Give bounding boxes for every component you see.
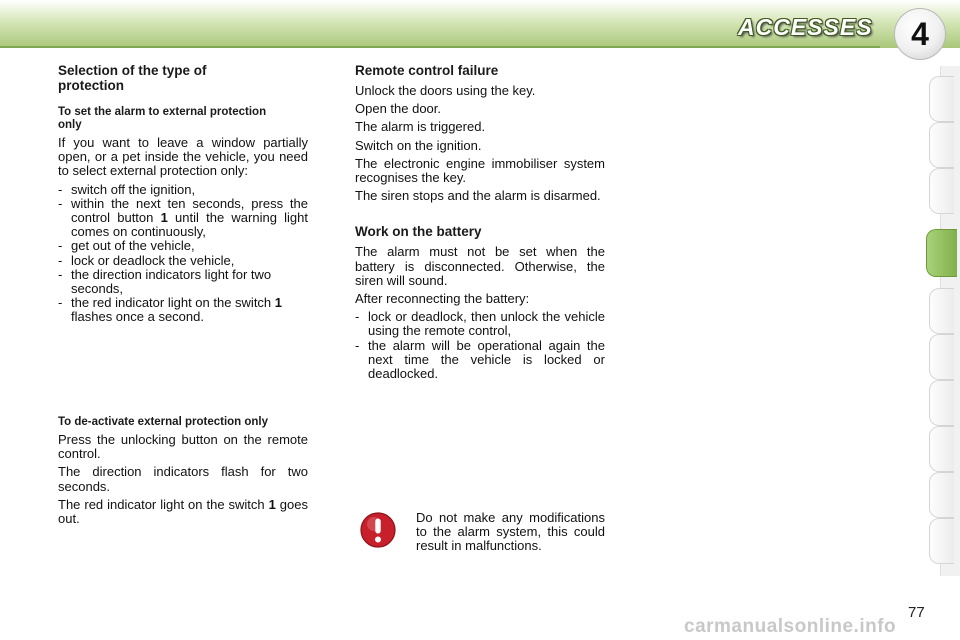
warning-text: Do not make any modifications to the alarm system, this could result in malfunctions. (416, 510, 605, 554)
switch-number: 1 (274, 295, 283, 311)
step-text-end: until the warning light comes on continuously, (71, 210, 309, 240)
battery-steps (355, 310, 605, 381)
chapter-tab[interactable] (929, 76, 954, 122)
chapter-tab[interactable] (929, 122, 954, 168)
text: The red indicator light on the switch (58, 496, 269, 512)
line: The electronic engine immobiliser system recognises the key. (355, 155, 605, 186)
section-heading-remote-failure: Remote control failure (355, 63, 499, 78)
chapter-tab[interactable] (929, 518, 954, 564)
steps-list (58, 183, 308, 325)
chapter-tab[interactable] (929, 168, 954, 214)
intro-paragraph: If you want to leave a window partially open, or a pet inside the vehicle, you need to select external protection only: (58, 135, 308, 179)
text-end: goes out. (58, 496, 309, 527)
paragraph-red-light (58, 498, 308, 526)
list-item (58, 296, 308, 324)
watermark: carmanualsonline.info (684, 616, 897, 637)
line: Switch on the ignition. (355, 137, 482, 153)
section-heading-battery: Work on the battery (355, 224, 482, 240)
chapter-tabs (926, 66, 960, 576)
left-column-lower (58, 416, 308, 530)
switch-number: 1 (268, 496, 276, 512)
line: The siren stops and the alarm is disarmed. (355, 188, 601, 204)
list-item: - the alarm will be operational again the next time the vehicle is locked or deadlocked. (355, 339, 605, 382)
chapter-tab-active[interactable] (926, 229, 957, 277)
chapter-tab[interactable] (929, 426, 954, 472)
chapter-tab[interactable] (929, 472, 954, 518)
paragraph-indicators: The direction indicators flash for two seconds. (58, 464, 308, 494)
subheading-external-protection: To set the alarm to external protection only (58, 106, 267, 131)
line: Unlock the doors using the key. (355, 83, 536, 98)
list-item: - lock or deadlock, then unlock the vehicle using the remote control, (355, 310, 605, 338)
chapter-tab[interactable] (929, 380, 954, 426)
list-item: - get out of the vehicle, (58, 239, 308, 253)
chapter-title: ACCESSES (738, 14, 873, 40)
chapter-tab[interactable] (929, 288, 954, 334)
list-item: - switch off the ignition, (58, 183, 308, 197)
section-heading-protection-type: Selection of the type of protection (58, 63, 207, 93)
subheading-deactivate: To de-activate external protection only (58, 416, 269, 428)
left-column (58, 63, 308, 325)
button-number: 1 (160, 210, 168, 226)
step-text-end: flashes once a second. (71, 309, 204, 325)
line: The alarm is triggered. (355, 119, 486, 135)
battery-reconnect: After reconnecting the battery: (355, 291, 530, 307)
middle-column (355, 63, 605, 381)
step-text: within the next ten seconds, press the control button (71, 195, 308, 226)
step-text: the red indicator light on the switch (71, 295, 275, 311)
list-item: - lock or deadlock the vehicle, (58, 254, 308, 268)
chapter-tab[interactable] (929, 334, 954, 380)
header-rule (0, 46, 880, 48)
page-number: 77 (908, 604, 925, 621)
list-item (58, 197, 308, 240)
list-item: - the direction indicators light for two seconds, (58, 268, 308, 296)
paragraph-unlock: Press the unlocking button on the remote control. (58, 432, 308, 462)
line: Open the door. (355, 101, 442, 117)
battery-paragraph: The alarm must not be set when the battery is disconnected. Otherwise, the siren will sound. (355, 244, 605, 288)
chapter-number-badge: 4 (894, 8, 946, 60)
exclamation-circle-icon (360, 512, 396, 548)
